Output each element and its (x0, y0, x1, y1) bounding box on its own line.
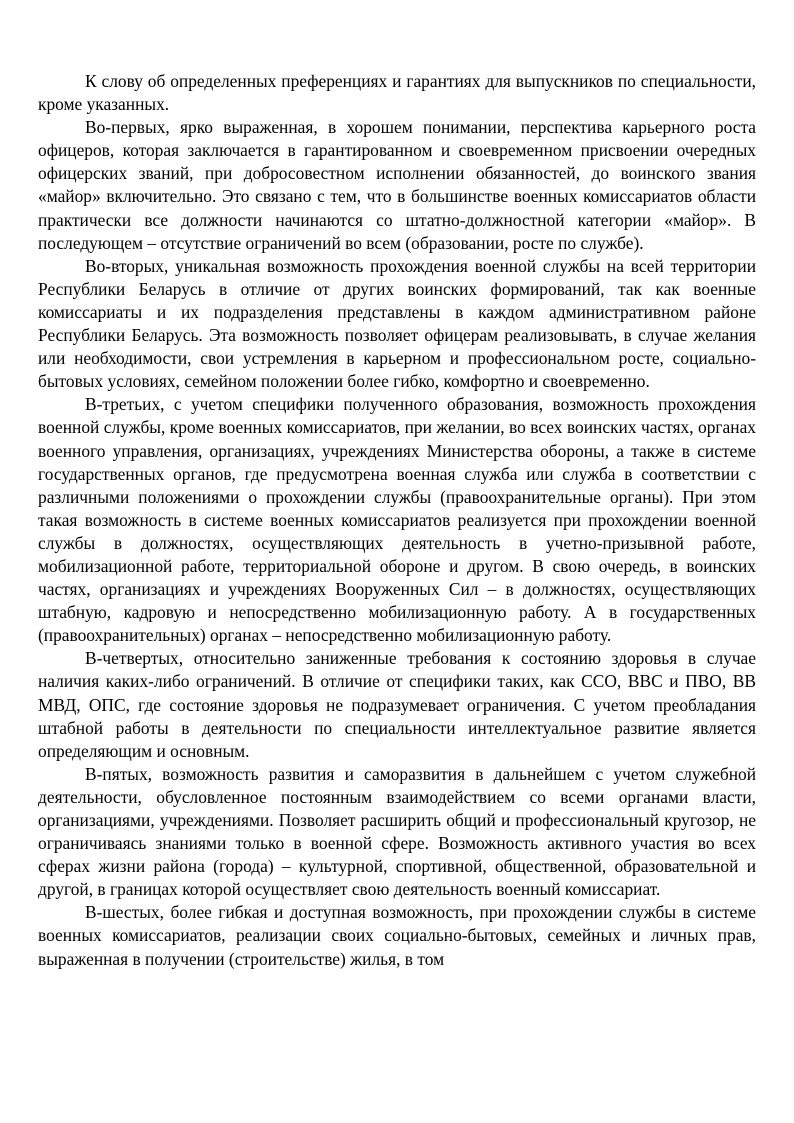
paragraph-sixth-point: В-шестых, более гибкая и доступная возможность, при прохождении службы в системе военных комиссариатов, реализации своих социально-бытовых, семейных и личных прав, выраженная в получении (строительстве) жилья, в том (38, 902, 756, 969)
paragraph-second-point: Во-вторых, уникальная возможность прохождения военной службы на всей территории Республики Беларусь в отличие от других воинских формирований, так как военные комиссариаты и их подразделения представлены в каждом административном районе Республики Беларусь. Эта возможность позволяет офицерам реализовывать, в случае желания или необходимости, свои устремления в карьерном и профессиональном росте, социально-бытовых условиях, семейном положении более гибко, комфортно и своевременно. (38, 255, 756, 392)
paragraph-fourth-point: В-четвертых, относительно заниженные требования к состоянию здоровья в случае наличия каких-либо ограничений. В отличие от специфики таких, как ССО, ВВС и ПВО, ВВ МВД, ОПС, где состояние здоровья не подразумевает ограничения. С учетом преобладания штабной работы в деятельности по специальности интеллектуальное развитие является определяющим и основным. (38, 648, 756, 761)
paragraph-intro: К слову об определенных преференциях и гарантиях для выпускников по специальности, кроме указанных. (38, 71, 756, 115)
paragraph-first-point: Во-первых, ярко выраженная, в хорошем понимании, перспектива карьерного роста офицеров, которая заключается в гарантированном и своевременном присвоении очередных офицерских званий, при добросовестном исполнении обязанностей, до воинского звания «майор» включительно. Это связано с тем, что в большинстве военных комиссариатов области практически все должности начинаются со штатно-должностной категории «майор». В последующем – отсутствие ограничений во всем (образовании, росте по службе). (38, 117, 756, 253)
paragraph-fifth-point: В-пятых, возможность развития и саморазвития в дальнейшем с учетом служебной деятельности, обусловленное постоянным взаимодействием со всеми органами власти, организациями, учреждениями. Позволяет расширить общий и профессиональный кругозор, не ограничиваясь знаниями только в военной сфере. Возможность активного участия во всех сферах жизни района (города) – культурной, спортивной, общественной, образовательной и другой, в границах которой осуществляет свою деятельность военный комиссариат. (38, 763, 756, 900)
paragraph-third-point: В-третьих, с учетом специфики полученного образования, возможность прохождения военной службы, кроме военных комиссариатов, при желании, во всех воинских частях, органах военного управления, организациях, учреждениях Министерства обороны, а также в системе государственных органов, где предусмотрена военная служба или служба в соответствии с различными положениями о прохождении службы (правоохранительные органы). При этом такая возможность в системе военных комиссариатов реализуется при прохождении военной службы в должностях, осуществляющих деятельность в учетно-призывной работе, мобилизационной работе, территориальной обороне и другом. В свою очередь, в воинских частях, организациях и учреждениях Вооруженных Сил – в должностях, осуществляющих штабную, кадровую и непосредственно мобилизационную работу. А в государственных (правоохранительных) органах – непосредственно мобилизационную работу. (38, 394, 756, 646)
document-page (38, 70, 756, 971)
